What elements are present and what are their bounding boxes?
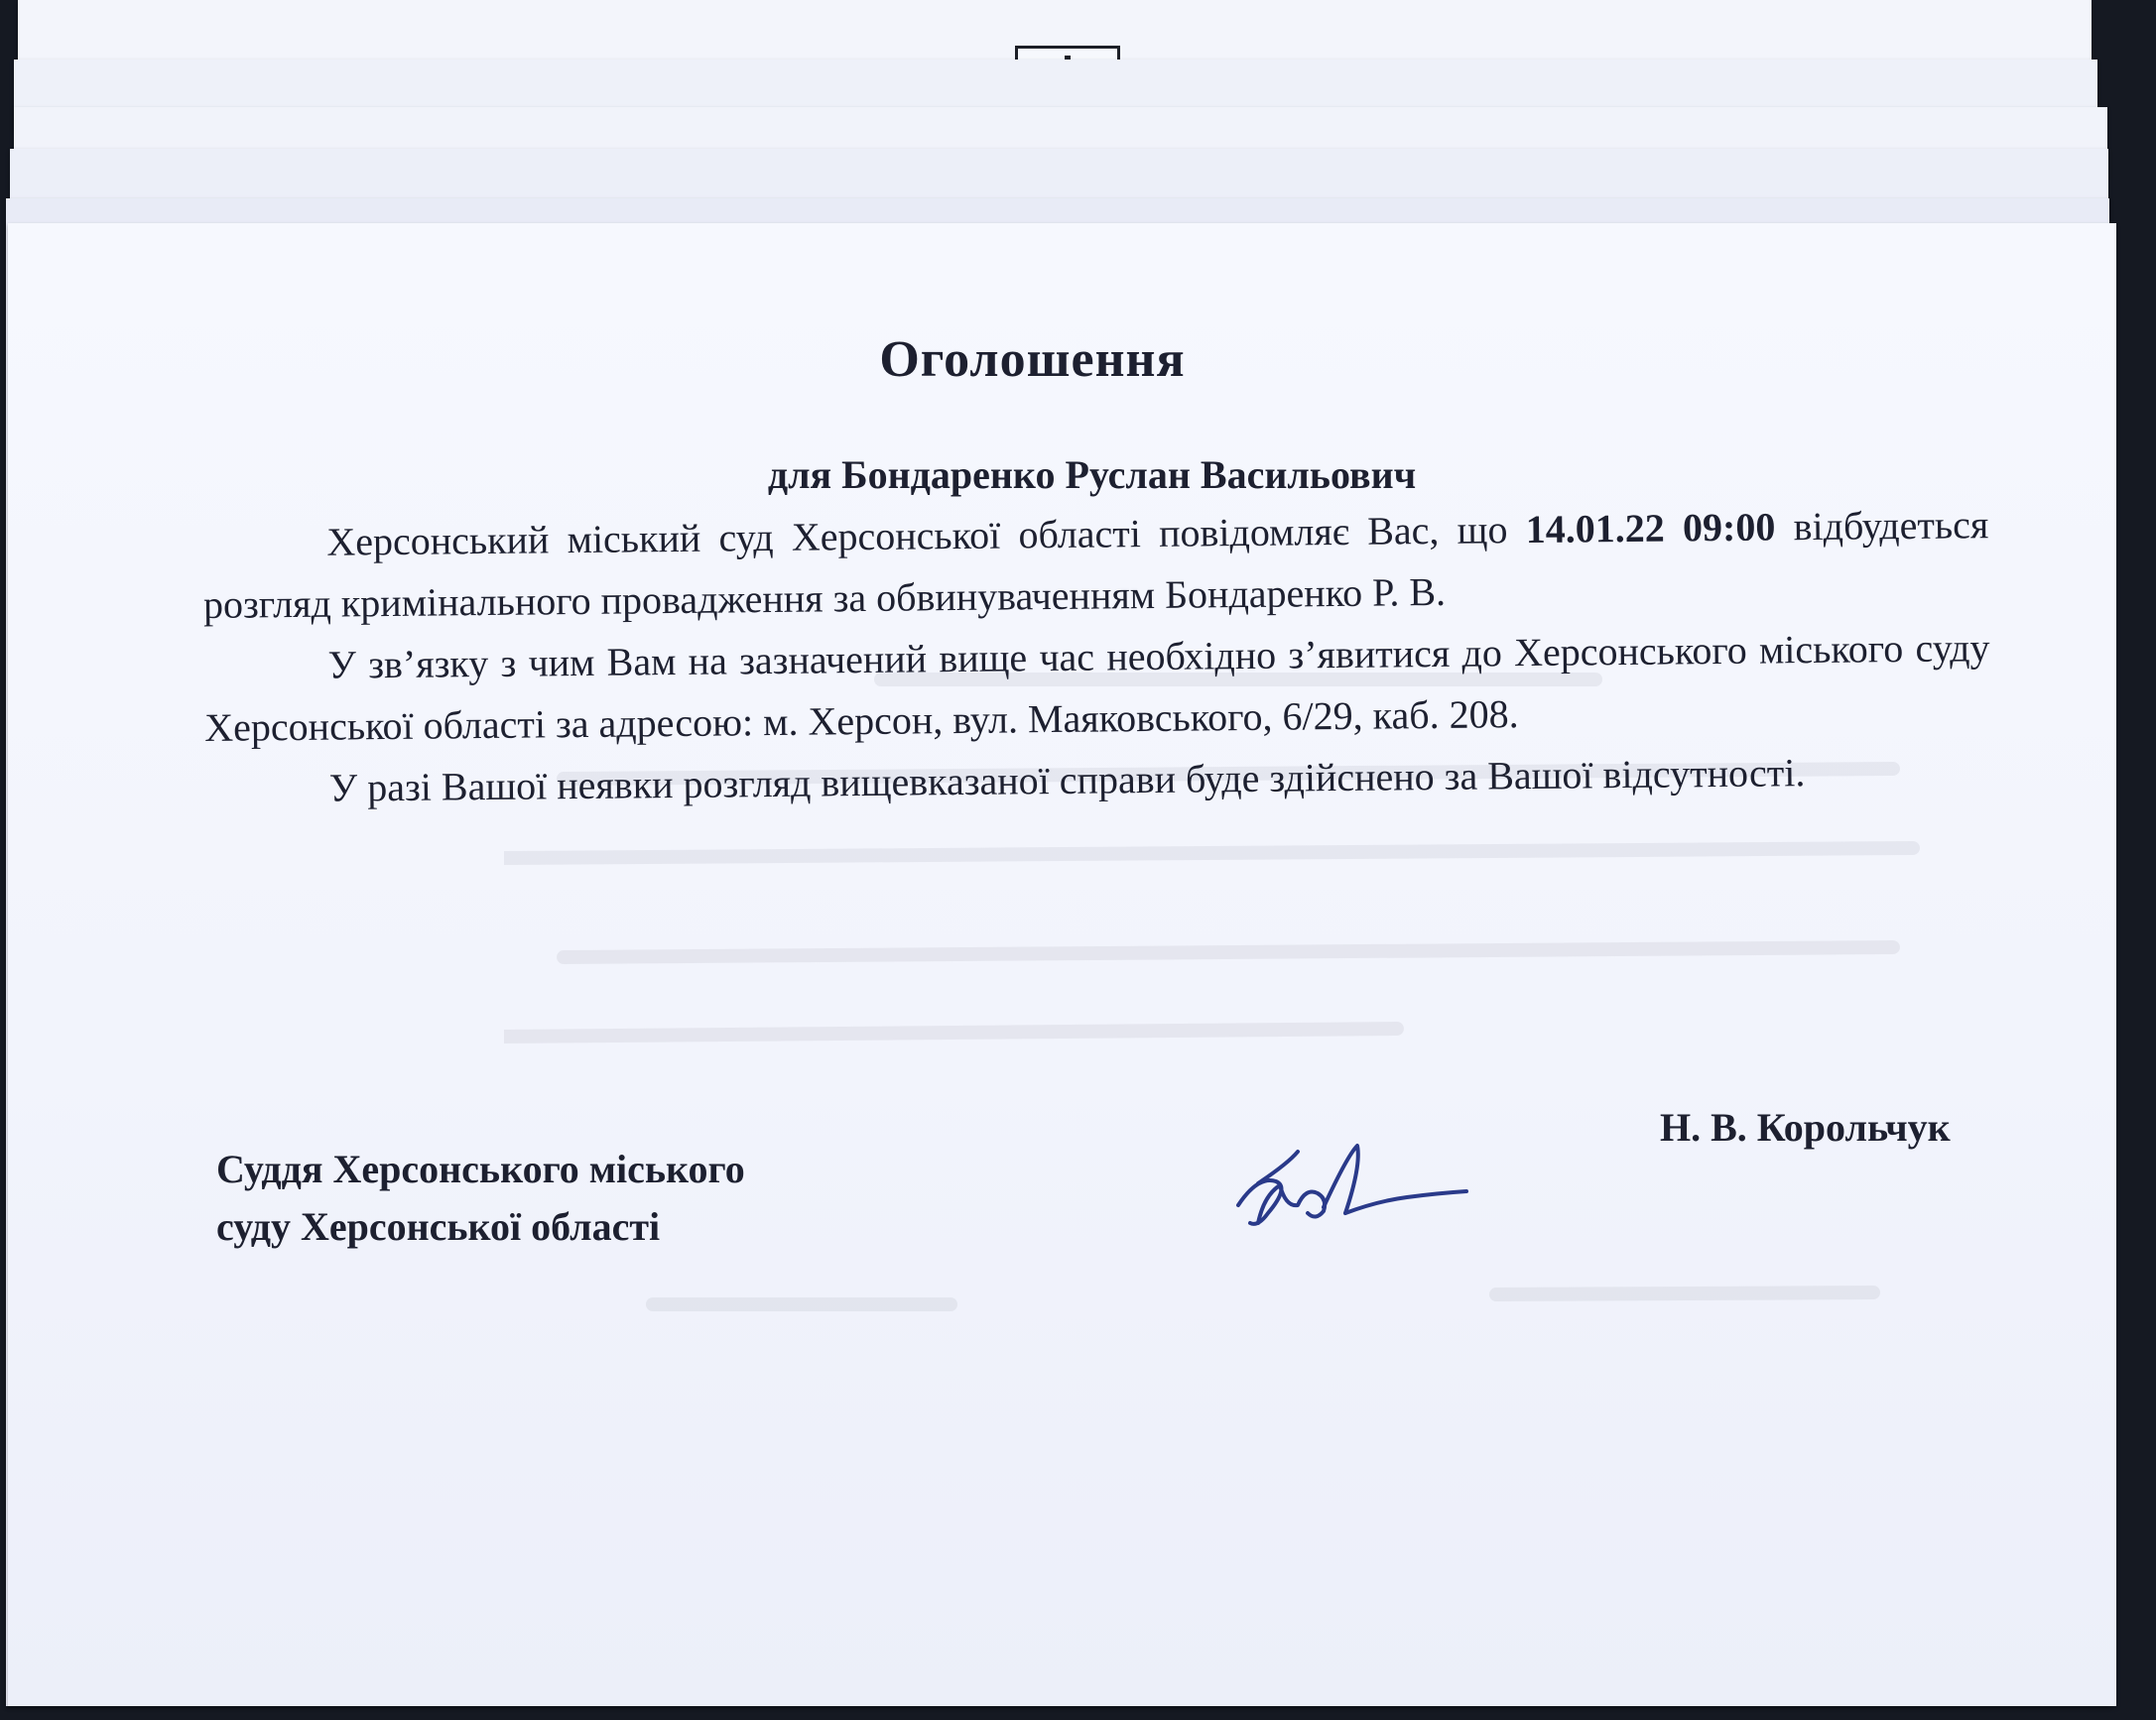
hearing-date-time: 14.01.22 09:00 bbox=[1525, 504, 1776, 553]
judge-position-line: суду Херсонської області bbox=[216, 1204, 661, 1249]
judge-name: Н. В. Корольчук bbox=[1660, 1105, 1951, 1150]
paragraph-hearing-intro: Херсонський міський суд Херсонської області повідомляє Вас, що bbox=[326, 507, 1526, 564]
paragraph-hearing-rest: відбудеться розгляд кримінального провадження за обвинуваченням Бондаренко Р. В. bbox=[202, 502, 1989, 627]
signature bbox=[1228, 1136, 1476, 1245]
announcement-sheet bbox=[8, 223, 2116, 1706]
paragraph-hearing bbox=[202, 494, 1989, 636]
judge-position bbox=[216, 1141, 745, 1256]
paragraph-absence: У разі Вашої неявки розгляд вищевказаної справи буде здійснено за Вашої відсутності. bbox=[328, 750, 1806, 810]
judge-position-line: Суддя Херсонського міського bbox=[216, 1147, 745, 1191]
paragraph-address: У зв’язку з чим Вам на зазначений вище час необхідно з’явитися до Херсонського міського суду Херсонської області за адресою: м. Херсон, вул. Маяковського, 6/29, каб. 208. bbox=[204, 625, 1990, 750]
recipient-line: для Бондаренко Руслан Васильович bbox=[767, 452, 1417, 497]
announcement-body bbox=[202, 494, 1991, 820]
page-title: Оголошення bbox=[879, 331, 1186, 388]
